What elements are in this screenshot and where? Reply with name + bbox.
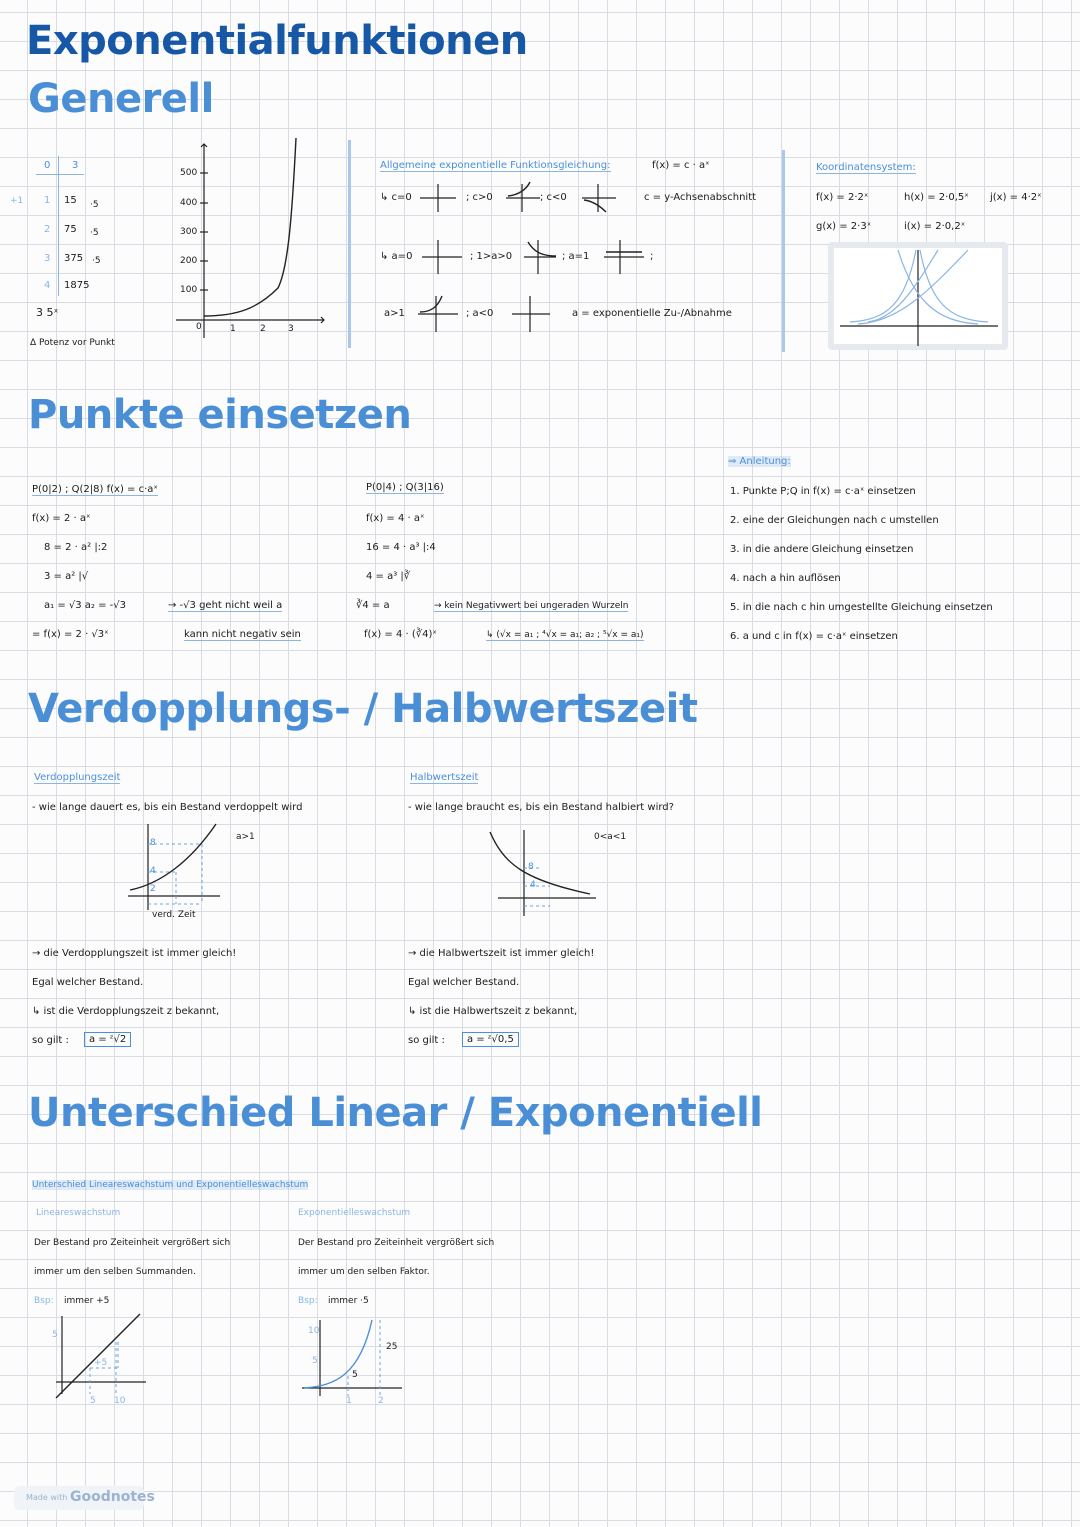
expo-y-tick: 10: [308, 1326, 320, 1336]
linear-y-tick: 5: [52, 1330, 58, 1340]
linear-title: Lineareswachstum: [36, 1208, 121, 1218]
doubling-so-gilt: so gilt :: [32, 1035, 69, 1046]
page-title: Exponentialfunktionen: [26, 18, 528, 64]
table-header-line: [36, 174, 84, 175]
points-line: 4 = a³ |∛: [366, 571, 411, 582]
anleitung-title: ⇒ Anleitung:: [728, 456, 791, 467]
case-a-between: ; 1>a>0: [470, 251, 513, 262]
case-separator: ;: [650, 251, 654, 262]
expo-mark: 25: [386, 1342, 398, 1352]
power-example: 3 5ˣ: [36, 306, 59, 319]
function-h: h(x) = 2·0,5ˣ: [904, 192, 969, 203]
halving-line: → die Halbwertszeit ist immer gleich!: [408, 948, 595, 959]
graph-y-tick: 300: [180, 227, 198, 237]
general-equation-title: Allgemeine exponentielle Funktionsgleichung:: [380, 160, 611, 171]
expo-y-tick: 5: [312, 1356, 318, 1366]
growth-graph: [168, 138, 336, 348]
expo-text: Der Bestand pro Zeiteinheit vergrößert sich: [298, 1238, 495, 1248]
linear-text: Der Bestand pro Zeiteinheit vergrößert sich: [34, 1238, 231, 1248]
mini-graphs: [370, 178, 670, 338]
expo-text: immer um den selben Faktor.: [298, 1267, 430, 1277]
case-a-negative: ; a<0: [466, 308, 494, 319]
linear-x-tick: 5: [90, 1396, 96, 1406]
doubling-line: ↳ ist die Verdopplungszeit z bekannt,: [32, 1006, 220, 1017]
linear-text: immer um den selben Summanden.: [34, 1267, 196, 1277]
points-line: f(x) = 4 · aˣ: [366, 513, 425, 524]
points-note: → -√3 geht nicht weil a: [168, 600, 283, 611]
expo-title: Exponentielleswachstum: [298, 1208, 411, 1218]
coordinate-plot: [828, 242, 1008, 350]
linear-x-tick: 10: [114, 1396, 126, 1406]
doubling-title: Verdopplungszeit: [34, 772, 121, 783]
halving-title: Halbwertszeit: [410, 772, 479, 783]
doubling-tick: 4: [150, 866, 156, 876]
case-c-negative: ; c<0: [540, 192, 567, 203]
points-line: 16 = 4 · a³ |:4: [366, 542, 436, 553]
table-factor: ·5: [90, 200, 99, 210]
halving-graph: [484, 824, 604, 920]
halving-condition: 0<a<1: [594, 832, 627, 842]
table-row-y: 1875: [64, 280, 90, 291]
table-row-y: 15: [64, 195, 77, 206]
table-factor: ·5: [92, 256, 101, 266]
doubling-tick: 2: [150, 884, 156, 894]
points-line: = f(x) = 2 · √3ˣ: [32, 629, 109, 640]
function-j: j(x) = 4·2ˣ: [990, 192, 1042, 203]
difference-subtitle: Unterschied Lineareswachstum und Exponentielleswachstum: [32, 1180, 309, 1190]
table-col-x: 0: [44, 160, 51, 171]
coordinate-system-title: Koordinatensystem:: [816, 162, 916, 173]
points-line: a₁ = √3 a₂ = -√3: [44, 600, 127, 611]
a-note: a = exponentielle Zu-/Abnahme: [572, 308, 732, 319]
graph-x-tick: 3: [288, 324, 294, 334]
halving-line: ↳ ist die Halbwertszeit z bekannt,: [408, 1006, 578, 1017]
general-equation-formula: f(x) = c · aˣ: [652, 160, 710, 171]
function-i: i(x) = 2·0,2ˣ: [904, 221, 966, 232]
points-line: f(x) = 4 · (∛4)ˣ: [364, 629, 437, 640]
graph-y-tick: 100: [180, 285, 198, 295]
halving-tick: 8: [528, 862, 534, 872]
doubling-formula: a = ᶻ√2: [84, 1032, 131, 1047]
table-row-x: 1: [44, 195, 51, 206]
points-line: 3 = a² |√: [44, 571, 89, 582]
graph-x-tick: 1: [230, 324, 236, 334]
doubling-condition: a>1: [236, 832, 255, 842]
table-col-y: 3: [72, 160, 79, 171]
divider: [348, 140, 351, 348]
anleitung-step: 3. in die andere Gleichung einsetzen: [730, 544, 914, 555]
table-factor: ·5: [90, 228, 99, 238]
section-heading-verdopplung: Verdopplungs- / Halbwertszeit: [28, 686, 698, 732]
case-c-positive: ; c>0: [466, 192, 493, 203]
points-line: P(0|2) ; Q(2|8) f(x) = c·aˣ: [32, 484, 158, 495]
table-divider: [58, 156, 59, 296]
table-row-x: 3: [44, 253, 51, 264]
expo-x-tick: 2: [378, 1396, 384, 1406]
power-note: Δ Potenz vor Punkt: [30, 338, 115, 348]
section-heading-generell: Generell: [28, 76, 214, 122]
graph-y-tick: 500: [180, 168, 198, 178]
anleitung-step: 2. eine der Gleichungen nach c umstellen: [730, 515, 939, 526]
anleitung-step: 4. nach a hin auflösen: [730, 573, 841, 584]
halving-formula: a = ᶻ√0,5: [462, 1032, 519, 1047]
c-note: c = y-Achsenabschnitt: [644, 192, 757, 203]
case-a-one: ; a=1: [562, 251, 590, 262]
linear-example: immer +5: [64, 1296, 110, 1306]
function-g: g(x) = 2·3ˣ: [816, 221, 872, 232]
made-with-label: Made with: [26, 1493, 68, 1502]
halving-tick: 4: [530, 880, 536, 890]
anleitung-step: 5. in die nach c hin umgestellte Gleichung einsetzen: [730, 602, 993, 613]
expo-x-tick: 1: [346, 1396, 352, 1406]
anleitung-step: 1. Punkte P;Q in f(x) = c·aˣ einsetzen: [730, 486, 916, 497]
anleitung-step: 6. a und c in f(x) = c·aˣ einsetzen: [730, 631, 898, 642]
case-c-zero: ↳ c=0: [380, 192, 412, 203]
table-row-x: 4: [44, 280, 51, 291]
linear-bsp: Bsp:: [34, 1296, 54, 1306]
case-a-zero: ↳ a=0: [380, 251, 413, 262]
divider: [782, 150, 785, 352]
doubling-tick: 8: [150, 838, 156, 848]
section-heading-unterschied: Unterschied Linear / Exponentiell: [28, 1090, 763, 1136]
case-a-greater-one: a>1: [384, 308, 405, 319]
expo-bsp: Bsp:: [298, 1296, 318, 1306]
doubling-question: - wie lange dauert es, bis ein Bestand verdoppelt wird: [32, 802, 303, 813]
table-row-x: 2: [44, 224, 51, 235]
doubling-line: → die Verdopplungszeit ist immer gleich!: [32, 948, 237, 959]
brand-label: Goodnotes: [70, 1489, 155, 1505]
points-note: ↳ (√x = a₁ ; ⁴√x = a₁; a₂ ; ⁵√x = a₁): [486, 630, 644, 640]
points-note: kann nicht negativ sein: [184, 629, 301, 640]
table-side-label: +1: [10, 196, 24, 206]
halving-line: Egal welcher Bestand.: [408, 977, 520, 988]
section-heading-punkte: Punkte einsetzen: [28, 392, 412, 438]
table-row-y: 75: [64, 224, 77, 235]
graph-y-tick: 200: [180, 256, 198, 266]
graph-x-tick: 0: [196, 322, 202, 332]
linear-step: +5: [94, 1358, 108, 1368]
function-f: f(x) = 2·2ˣ: [816, 192, 869, 203]
graph-y-tick: 400: [180, 198, 198, 208]
points-line: 8 = 2 · a² |:2: [44, 542, 108, 553]
graph-x-tick: 2: [260, 324, 266, 334]
goodnotes-badge: [14, 1486, 155, 1510]
table-row-y: 375: [64, 253, 84, 264]
doubling-axis-label: verd. Zeit: [152, 910, 196, 920]
points-note: → kein Negativwert bei ungeraden Wurzeln: [434, 601, 629, 611]
doubling-graph: [120, 816, 230, 916]
halving-question: - wie lange braucht es, bis ein Bestand halbiert wird?: [408, 802, 674, 813]
expo-mark: 5: [352, 1370, 358, 1380]
doubling-line: Egal welcher Bestand.: [32, 977, 144, 988]
points-line: P(0|4) ; Q(3|16): [366, 482, 444, 493]
points-line: ∛4 = a: [356, 600, 390, 611]
expo-example: immer ·5: [328, 1296, 369, 1306]
points-line: f(x) = 2 · aˣ: [32, 513, 91, 524]
halving-so-gilt: so gilt :: [408, 1035, 445, 1046]
